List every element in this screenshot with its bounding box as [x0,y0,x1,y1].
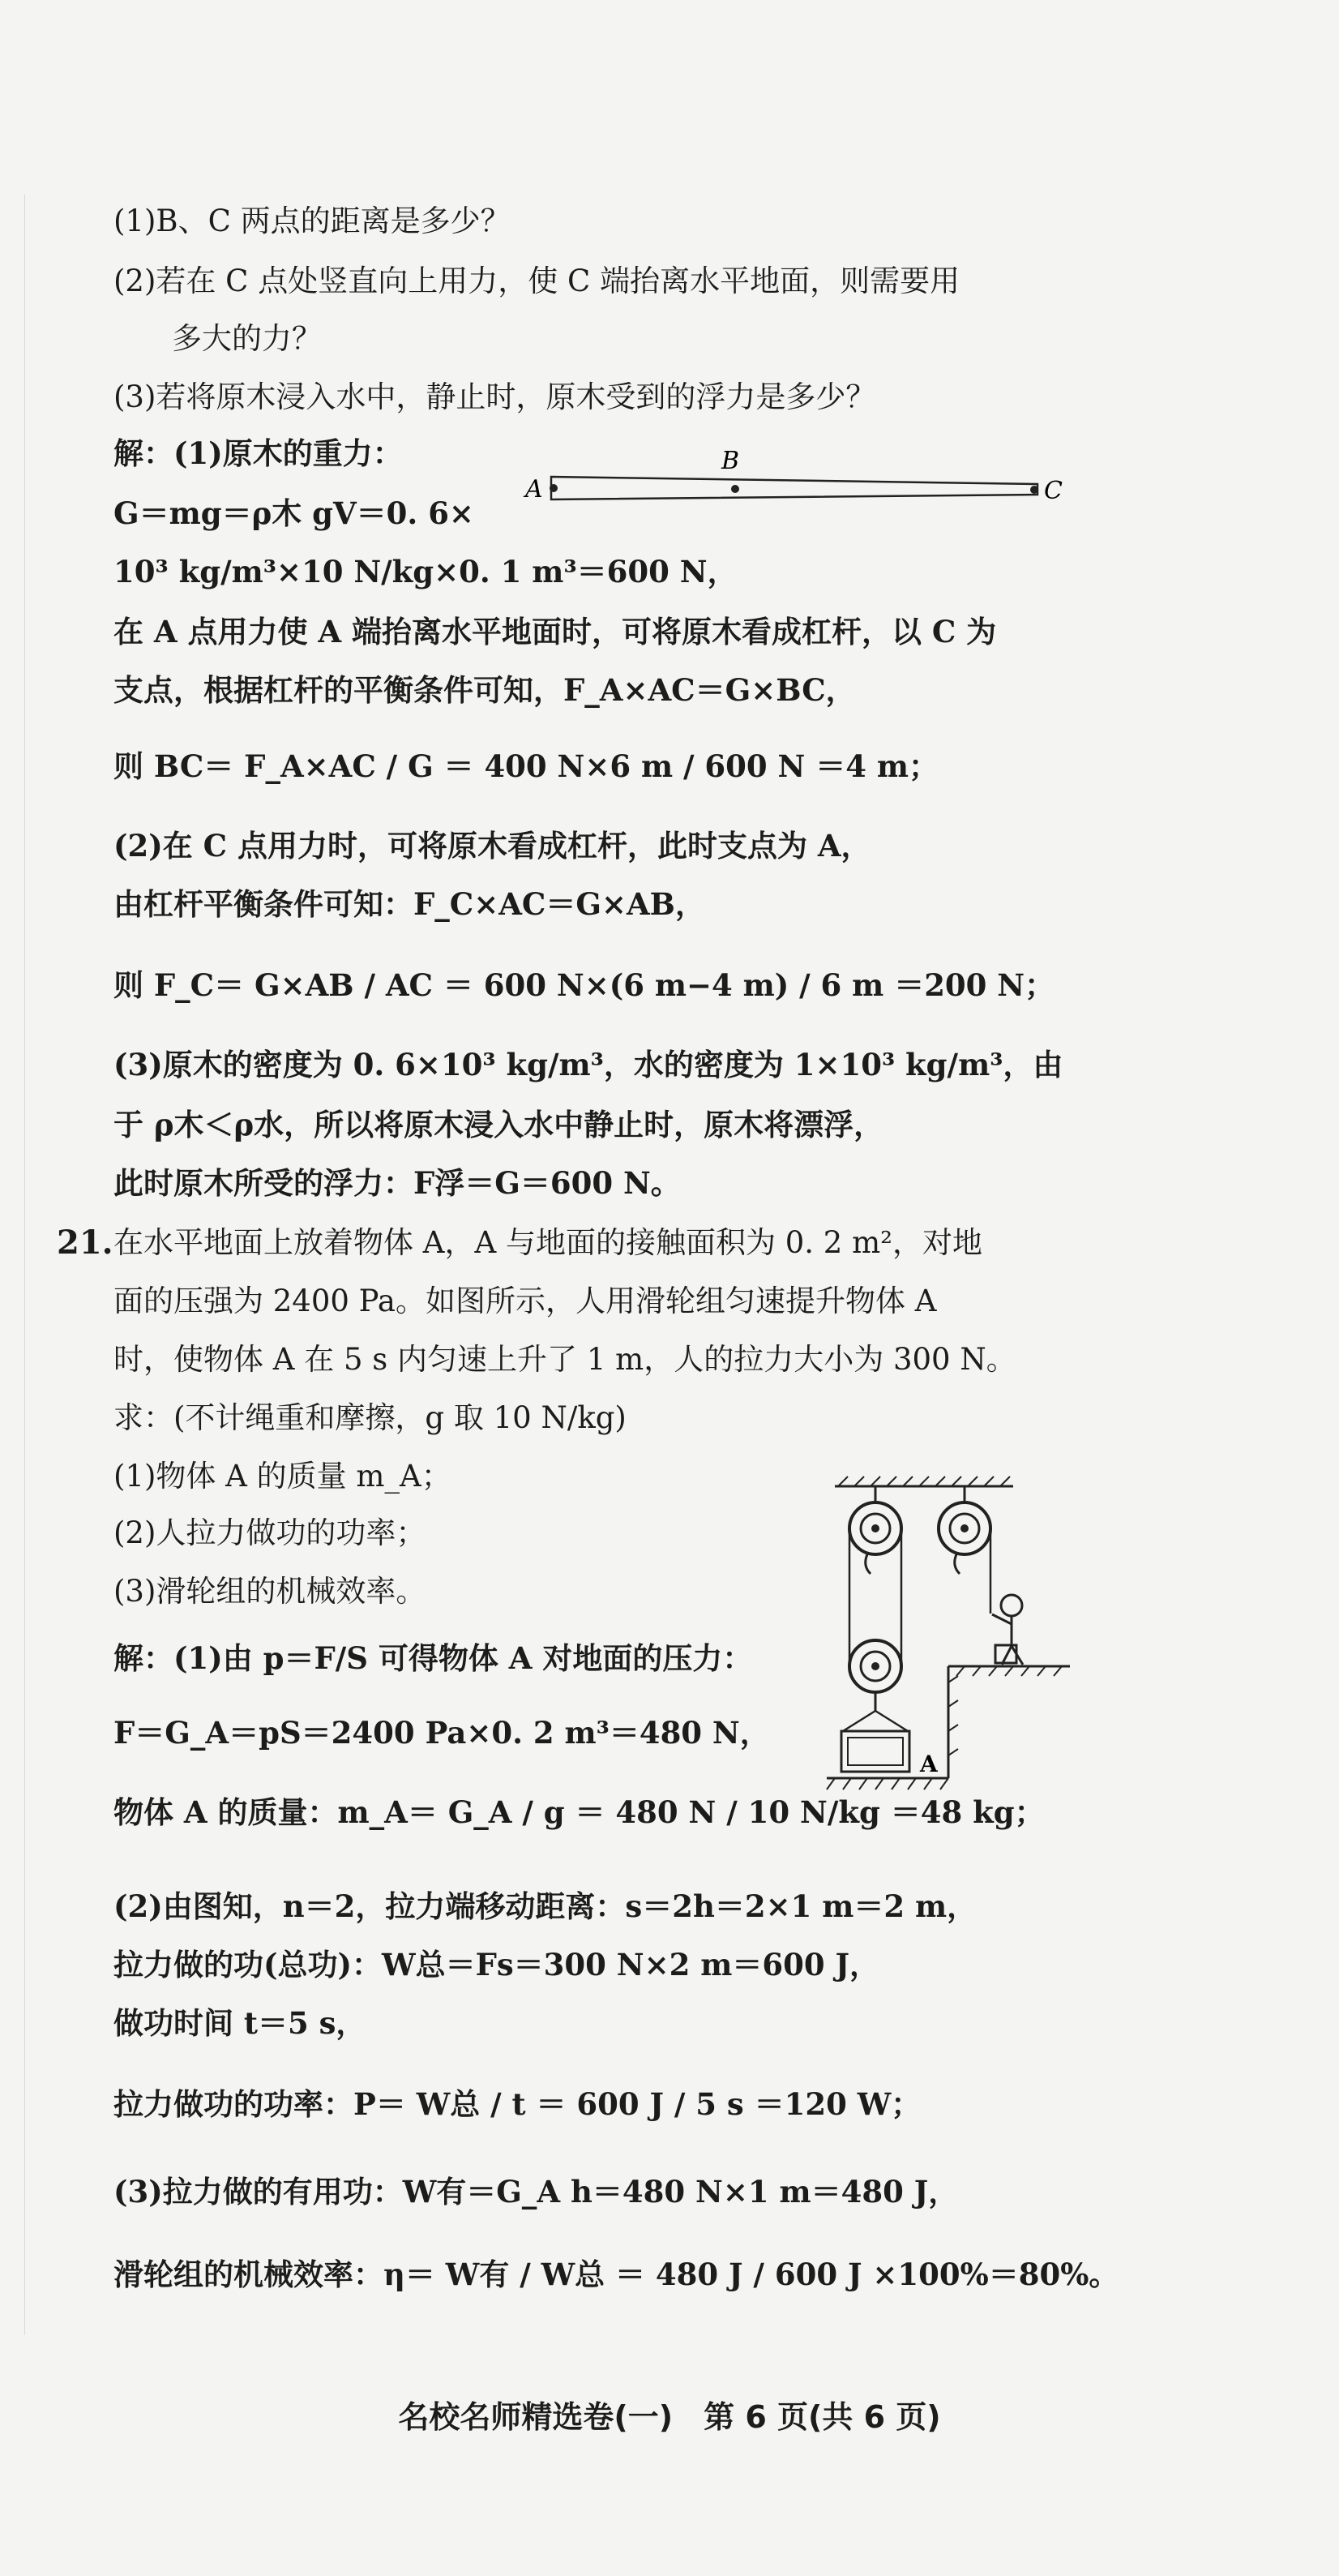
q20-solution-title: 解：(1)原木的重力： [113,435,403,471]
q21-stem-2: 面的压强为 2400 Pa。如图所示，人用滑轮组匀速提升物体 A [113,1284,937,1318]
part3-text-2: 于 ρ木＜ρ水，所以将原木浸入水中静止时，原木将漂浮， [113,1107,884,1142]
efficiency-equation: 滑轮组的机械效率：η＝ W有 / W总 ＝ 480 J / 600 J ×100%＝80%。 [113,2257,1119,2292]
q20-sub3: (3)若将原木浸入水中，静止时，原木受到的浮力是多少？ [113,379,876,414]
q21-sub1: (1)物体 A 的质量 m_A； [113,1459,451,1494]
bc-equation: 则 BC＝ F_A×AC / G ＝ 400 N×6 m / 600 N ＝4 m； [113,748,939,784]
power-equation: 拉力做功的功率：P＝ W总 / t ＝ 600 J / 5 s ＝120 W； [113,2086,922,2122]
q21-sub3: (3)滑轮组的机械效率。 [113,1574,426,1609]
q21-stem-3: 时，使物体 A 在 5 s 内匀速上升了 1 m，人的拉力大小为 300 N。 [113,1342,1016,1377]
gravity-eq-cont: 10³ kg/m³×10 N/kg×0. 1 m³＝600 N， [113,554,738,589]
ceiling-hatching [838,1477,1010,1486]
q21-stem-1: 在水平地面上放着物体 A，A 与地面的接触面积为 0. 2 m²，对地 [113,1225,983,1260]
q21-sub2: (2)人拉力做功的功率； [113,1515,426,1550]
label-a: A [525,475,543,504]
pulley-diagram [819,1472,1086,1804]
q21-part3-1: (3)拉力做的有用功：W有＝G_A h＝480 N×1 m＝480 J， [113,2174,959,2210]
label-b: B [721,447,740,475]
mass-equation: 物体 A 的质量：m_A＝ G_A / g ＝ 480 N / 10 N/kg ＝48 kg； [113,1794,1045,1830]
person [992,1595,1023,1665]
q20-sub2b: 多大的力？ [172,321,322,356]
label-c: C [1044,477,1063,505]
page-footer: 名校名师精选卷(一) 第 6 页(共 6 页) [398,2399,941,2435]
part3-text-1: (3)原木的密度为 0. 6×10³ kg/m³，水的密度为 1×10³ kg/m³，由 [113,1047,1063,1082]
q21-solution-1: 解：(1)由 p＝F/S 可得物体 A 对地面的压力： [113,1640,753,1676]
point-a [550,484,558,492]
part2-text-1: (2)在 C 点用力时，可将原木看成杠杆，此时支点为 A， [113,828,871,864]
fc-equation: 则 F_C＝ G×AB / AC ＝ 600 N×(6 m−4 m) / 6 m ＝200 N； [113,967,1055,1003]
scan-edge [24,195,25,2335]
q21-part2-3: 做功时间 t＝5 s， [113,2005,366,2041]
point-b [731,485,739,493]
part2-text-2: 由杠杆平衡条件可知：F_C×AC＝G×AB， [113,886,705,922]
lever-text-2: 支点，根据杠杆的平衡条件可知，F_A×AC＝G×BC， [113,672,856,708]
log-diagram [519,446,1086,519]
gravity-eq: G＝mg＝ρ木 gV＝0. 6× [113,495,474,531]
q21-part2-2: 拉力做的功(总功)：W总＝Fs＝300 N×2 m＝600 J， [113,1947,879,1982]
force-equation: F＝G_A＝pS＝2400 Pa×0. 2 m³＝480 N， [113,1715,770,1751]
q21-part2-1: (2)由图知，n＝2，拉力端移动距离：s＝2h＝2×1 m＝2 m， [113,1888,978,1924]
lever-text-1: 在 A 点用力使 A 端抬离水平地面时，可将原木看成杠杆，以 C 为 [113,614,997,649]
part3-text-3: 此时原木所受的浮力：F浮＝G＝600 N。 [113,1165,681,1201]
q20-sub2a: (2)若在 C 点处竖直向上用力，使 C 端抬离水平地面，则需要用 [113,264,960,298]
log-shape [551,477,1037,499]
point-c [1030,486,1038,494]
q20-sub1: (1)B、C 两点的距离是多少？ [113,204,511,238]
object-a-label: A [920,1751,938,1777]
q21-stem-4: 求：(不计绳重和摩擦，g 取 10 N/kg) [113,1400,627,1435]
question-number-21: 21. [57,1224,113,1262]
